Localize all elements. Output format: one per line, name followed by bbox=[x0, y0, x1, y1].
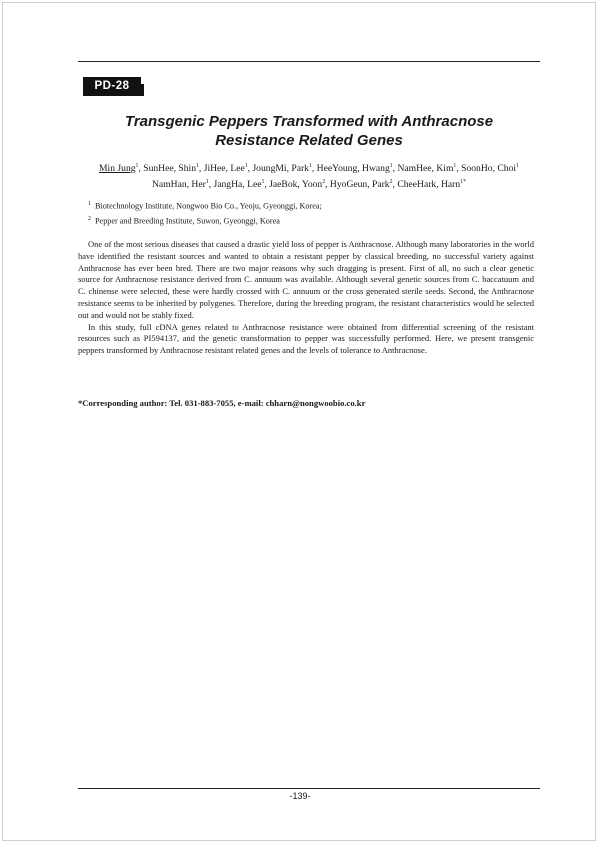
author-name: NamHan, Her bbox=[152, 179, 206, 190]
author-name: HeeYoung, Hwang bbox=[316, 163, 390, 174]
title-line-2: Resistance Related Genes bbox=[215, 132, 403, 149]
author-affil-marker: 1 bbox=[196, 162, 199, 169]
author-affil-marker: 1 bbox=[205, 178, 209, 185]
abstract-paragraph-1: One of the most serious diseases that caused a drastic yield loss of pepper is Anthracnose. Although many laboratories in the world have identified the resistant sources and wanted to obtain a resistant pepper by classical breeding, no successful variety against Anthracnose has ever been bred. There are two major reasons why such dragging is present. First of all, no such a clear genetic source for Anthracnose resistance derived from C. annuum was available. Although several genetic sources from C. baccatuum and C. chinense were selected, these were hardly crossed with C. annuum or the cross generated sterile seeds. Second, the Anthracnose resistance seems to be inherited by polygenes. Therefore, during the breeding program, the resistant characteristics would be selected out and would not be stably fixed. bbox=[78, 239, 534, 320]
author-affil-marker: 1 bbox=[389, 162, 393, 169]
abstract-body bbox=[78, 239, 534, 357]
author-name: SunHee, Shin bbox=[143, 163, 197, 174]
author-l1-5 bbox=[397, 163, 456, 174]
author-name: JaeBok, Yoon bbox=[269, 179, 323, 190]
author-affil-marker: 1 bbox=[308, 162, 312, 169]
author-l2-4 bbox=[397, 179, 466, 190]
author-affil-marker: 1* bbox=[460, 178, 466, 185]
author-l2-0 bbox=[152, 179, 209, 190]
author-l2-2 bbox=[269, 179, 325, 190]
author-affil-marker: 1 bbox=[453, 162, 457, 169]
author-affil-marker: 1 bbox=[244, 162, 248, 169]
session-badge: PD-28 bbox=[83, 77, 141, 96]
author-line-2: NamHan, Her$^1$, JangHa, Lee$^1$, JaeBok, Yoon$^2$, HyoGeun, Park$^2$, CheeHark, Harn$^{1*}$ bbox=[152, 178, 466, 190]
author-name: Min Jung bbox=[99, 163, 136, 174]
author-name: SoonHo, Choi bbox=[461, 163, 517, 174]
paper-title bbox=[78, 112, 540, 150]
affiliation-1: $^1$ Biotechnology Institute, Nongwoo Bio Co., Yeoju, Gyeonggi, Korea; bbox=[88, 201, 322, 211]
author-l1-2 bbox=[204, 163, 248, 174]
author-affil-marker: 1 bbox=[135, 162, 139, 169]
author-l2-3 bbox=[330, 179, 393, 190]
author-l2-1 bbox=[214, 179, 265, 190]
title-line-1: Transgenic Peppers Transformed with Anthracnose bbox=[124, 113, 494, 130]
page-number: -139- bbox=[289, 791, 311, 801]
abstract-paragraph-2: In this study, full cDNA genes related to Anthracnose resistance were obtained from differential screening of the resistant resources such as PI594137, and the genetic transformation to pepper was successfully performed. Here, we present transgenic peppers transformed by Anthracnose resistant related genes and the levels of tolerance to Anthracnose. bbox=[78, 321, 534, 356]
top-rule bbox=[78, 61, 540, 62]
corresponding-author: *Corresponding author: Tel. 031-883-7055, e-mail: chharn@nongwoobio.co.kr bbox=[78, 398, 366, 408]
author-affil-marker: 1 bbox=[516, 162, 519, 169]
author-affil-marker: 2 bbox=[389, 178, 393, 185]
affiliations bbox=[88, 198, 528, 227]
author-affil-marker: 1 bbox=[261, 178, 265, 185]
bottom-rule bbox=[78, 788, 540, 789]
author-name: CheeHark, Harn bbox=[397, 179, 461, 190]
author-name: HyoGeun, Park bbox=[329, 179, 390, 190]
author-name: NamHee, Kim bbox=[397, 163, 454, 174]
affiliation-2: $^2$ Pepper and Breeding Institute, Suwon, Gyeonggi, Korea bbox=[88, 215, 280, 226]
author-name: JoungMi, Park bbox=[252, 163, 309, 174]
author-l1-4 bbox=[317, 163, 393, 174]
author-affil-marker: 2 bbox=[322, 178, 326, 185]
author-line-1: Min Jung$^1$, SunHee, Shin$^1$, JiHee, Lee$^1$, JoungMi, Park$^1$, HeeYoung, Hwang$^1$, NamHee, Kim$^1$, SoonHo, Choi$^1$ bbox=[99, 162, 519, 174]
author-name: JiHee, Lee bbox=[203, 163, 245, 174]
author-name: JangHa, Lee bbox=[213, 179, 262, 190]
badge-shadow-tab bbox=[141, 84, 144, 96]
author-list bbox=[78, 161, 540, 193]
author-l1-6 bbox=[461, 163, 519, 174]
author-l1-1 bbox=[143, 163, 199, 174]
author-l1-3 bbox=[252, 163, 311, 174]
author-l1-0 bbox=[99, 163, 138, 174]
